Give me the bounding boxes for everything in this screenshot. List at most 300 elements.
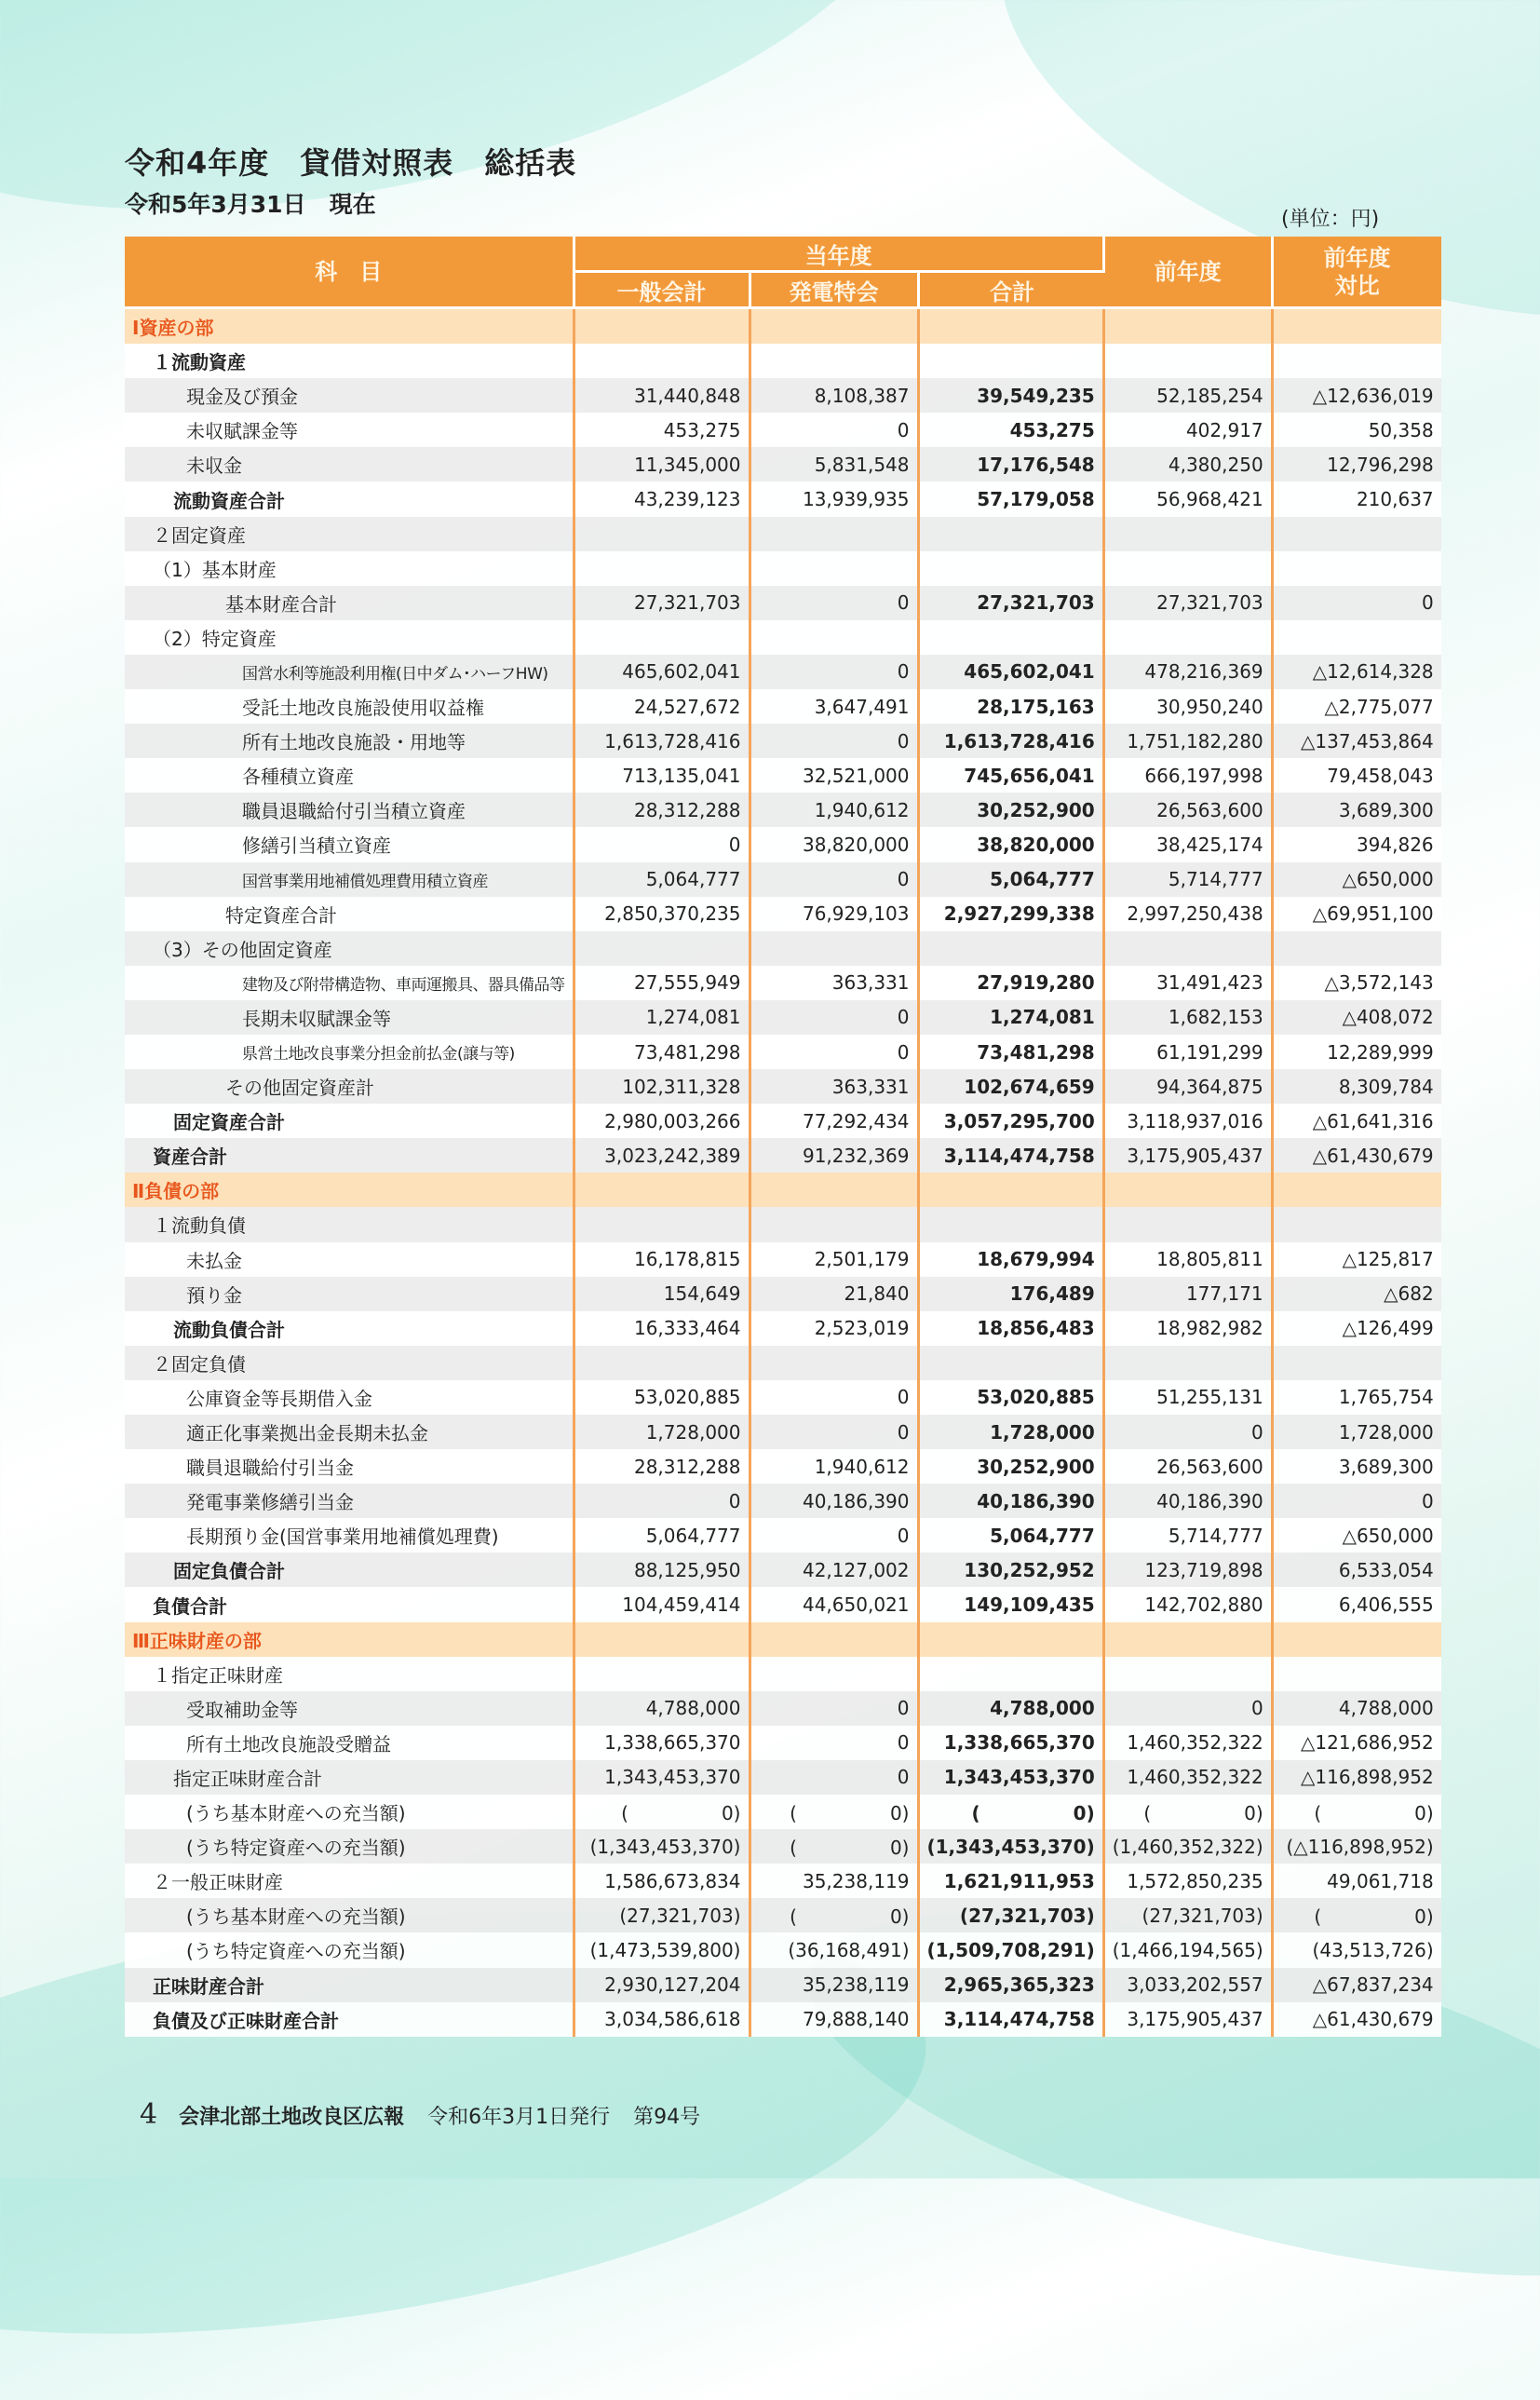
table-row	[125, 1415, 1441, 1449]
row-label: その他固定資産計	[125, 1069, 575, 1104]
header-general: 一般会計	[575, 273, 751, 309]
row-label: （3）その他固定資産	[125, 931, 575, 966]
total-value: 1,613,728,416	[920, 724, 1105, 758]
power-value: 0	[751, 1380, 920, 1415]
general-value: 1,338,665,370	[575, 1726, 751, 1760]
total-value: 102,674,659	[920, 1069, 1105, 1104]
table-row	[125, 1795, 1441, 1829]
general-value	[575, 1622, 751, 1657]
compare-value: △121,686,952	[1274, 1726, 1441, 1760]
table-row	[125, 447, 1441, 481]
general-value: 0	[575, 1484, 751, 1518]
general-value: 4,788,000	[575, 1691, 751, 1726]
power-value: 5,831,548	[751, 447, 920, 481]
header-subject: 科 目	[125, 237, 575, 309]
prev-year-value: 27,321,703	[1105, 586, 1274, 620]
table-row	[125, 1380, 1441, 1415]
total-value	[920, 1207, 1105, 1241]
table-row	[125, 1069, 1441, 1104]
page-subtitle: 令和5年3月31日 現在	[125, 191, 376, 218]
prev-year-value: 18,982,982	[1105, 1311, 1274, 1346]
table-row	[125, 897, 1441, 931]
prev-year-value: 4,380,250	[1105, 447, 1274, 481]
compare-value: △3,572,143	[1274, 966, 1441, 1000]
general-value	[575, 1657, 751, 1691]
compare-value: △2,775,077	[1274, 689, 1441, 724]
table-row	[125, 1864, 1441, 1898]
prev-year-value: (27,321,703)	[1105, 1898, 1274, 1932]
table-row	[125, 1311, 1441, 1346]
total-value: 1,621,911,953	[920, 1864, 1105, 1898]
row-label: 固定資産合計	[125, 1104, 575, 1138]
compare-value	[1274, 931, 1441, 966]
prev-year-value	[1105, 1622, 1274, 1657]
table-row	[125, 655, 1441, 689]
prev-year-value: 666,197,998	[1105, 758, 1274, 793]
total-value: 38,820,000	[920, 827, 1105, 861]
total-value: 73,481,298	[920, 1035, 1105, 1069]
section-row	[125, 309, 1441, 344]
total-value: 30,252,900	[920, 793, 1105, 827]
table-row	[125, 724, 1441, 758]
general-value: 73,481,298	[575, 1035, 751, 1069]
table-row	[125, 2002, 1441, 2037]
general-value: 154,649	[575, 1277, 751, 1311]
total-value: 453,275	[920, 413, 1105, 447]
row-label: 指定正味財産合計	[125, 1760, 575, 1795]
prev-year-value: 402,917	[1105, 413, 1274, 447]
compare-value: △67,837,234	[1274, 1968, 1441, 2002]
general-value: (1,473,539,800)	[575, 1932, 751, 1967]
total-value: 53,020,885	[920, 1380, 1105, 1415]
row-label: 未収賦課金等	[125, 413, 575, 447]
total-value: 1,338,665,370	[920, 1726, 1105, 1760]
prev-year-value: 38,425,174	[1105, 827, 1274, 861]
prev-year-value: 142,702,880	[1105, 1587, 1274, 1621]
total-value: 18,856,483	[920, 1311, 1105, 1346]
compare-value	[1274, 344, 1441, 378]
header-total: 合計	[920, 273, 1105, 309]
row-label: 修繕引当積立資産	[125, 827, 575, 861]
compare-value: △61,641,316	[1274, 1104, 1441, 1138]
row-label: 県営土地改良事業分担金前払金(譲与等)	[125, 1035, 575, 1069]
prev-year-value: 26,563,600	[1105, 793, 1274, 827]
table-row	[125, 1829, 1441, 1864]
prev-year-value: 478,216,369	[1105, 655, 1274, 689]
prev-year-value: 123,719,898	[1105, 1553, 1274, 1587]
row-label: 所有土地改良施設受贈益	[125, 1726, 575, 1760]
prev-year-value: 5,714,777	[1105, 862, 1274, 897]
header-compare: 前年度 対比	[1274, 237, 1441, 309]
prev-year-value: 51,255,131	[1105, 1380, 1274, 1415]
general-value: 28,312,288	[575, 793, 751, 827]
table-row	[125, 1000, 1441, 1035]
total-value: 3,114,474,758	[920, 2002, 1105, 2037]
table-row	[125, 758, 1441, 793]
table-row	[125, 517, 1441, 551]
power-value: 0	[751, 586, 920, 620]
compare-value: 12,796,298	[1274, 447, 1441, 481]
power-value: 1,940,612	[751, 1449, 920, 1484]
total-value	[920, 309, 1105, 344]
compare-value: 4,788,000	[1274, 1691, 1441, 1726]
table-row	[125, 1104, 1441, 1138]
power-value: 363,331	[751, 966, 920, 1000]
power-value: 91,232,369	[751, 1138, 920, 1173]
prev-year-value: 0	[1105, 1691, 1274, 1726]
total-value: 5,064,777	[920, 862, 1105, 897]
compare-value: △682	[1274, 1277, 1441, 1311]
prev-year-value: 5,714,777	[1105, 1518, 1274, 1553]
prev-year-value	[1105, 309, 1274, 344]
compare-value: 3,689,300	[1274, 1449, 1441, 1484]
compare-value: 1,728,000	[1274, 1415, 1441, 1449]
table-row	[125, 966, 1441, 1000]
compare-value: △137,453,864	[1274, 724, 1441, 758]
general-value	[575, 1173, 751, 1207]
total-value: 17,176,548	[920, 447, 1105, 481]
power-value: 363,331	[751, 1069, 920, 1104]
row-label: 流動資産合計	[125, 481, 575, 516]
compare-value	[1274, 620, 1441, 655]
compare-value: (43,513,726)	[1274, 1932, 1441, 1967]
power-value: 0	[751, 1035, 920, 1069]
balance-sheet-table	[125, 237, 1441, 2037]
compare-value	[1274, 551, 1441, 586]
general-value: 53,020,885	[575, 1380, 751, 1415]
power-value: ( 0)	[751, 1795, 920, 1829]
compare-value: △12,636,019	[1274, 378, 1441, 413]
row-label: １流動資産	[125, 344, 575, 378]
power-value: 0	[751, 1691, 920, 1726]
compare-value: △650,000	[1274, 1518, 1441, 1553]
total-value: 2,927,299,338	[920, 897, 1105, 931]
table-row	[125, 1518, 1441, 1553]
compare-value: 8,309,784	[1274, 1069, 1441, 1104]
prev-year-value: 3,033,202,557	[1105, 1968, 1274, 2002]
power-value	[751, 344, 920, 378]
table-row	[125, 1484, 1441, 1518]
table-row	[125, 1346, 1441, 1380]
compare-value: 210,637	[1274, 481, 1441, 516]
table-row	[125, 793, 1441, 827]
compare-value: △650,000	[1274, 862, 1441, 897]
table-row	[125, 1277, 1441, 1311]
general-value	[575, 517, 751, 551]
general-value: 43,239,123	[575, 481, 751, 516]
prev-year-value	[1105, 517, 1274, 551]
power-value: 0	[751, 1000, 920, 1035]
prev-year-value: 2,997,250,438	[1105, 897, 1274, 931]
row-label: 未払金	[125, 1242, 575, 1277]
page-title: 令和4年度 貸借対照表 総括表	[125, 145, 577, 181]
power-value: 0	[751, 724, 920, 758]
table-row	[125, 413, 1441, 447]
compare-value	[1274, 1346, 1441, 1380]
total-value	[920, 1346, 1105, 1380]
general-value: 28,312,288	[575, 1449, 751, 1484]
compare-value: △69,951,100	[1274, 897, 1441, 931]
prev-year-value: 3,175,905,437	[1105, 2002, 1274, 2037]
row-label: 長期預り金(国営事業用地補償処理費)	[125, 1518, 575, 1553]
total-value: 176,489	[920, 1277, 1105, 1311]
row-label: 職員退職給付引当積立資産	[125, 793, 575, 827]
prev-year-value: 18,805,811	[1105, 1242, 1274, 1277]
power-value: 79,888,140	[751, 2002, 920, 2037]
power-value	[751, 1173, 920, 1207]
table-row	[125, 1726, 1441, 1760]
section-label: Ⅱ負債の部	[125, 1173, 575, 1207]
power-value	[751, 931, 920, 966]
prev-year-value: 1,572,850,235	[1105, 1864, 1274, 1898]
total-value	[920, 1622, 1105, 1657]
general-value: 465,602,041	[575, 655, 751, 689]
general-value: 1,613,728,416	[575, 724, 751, 758]
prev-year-value	[1105, 1173, 1274, 1207]
row-label: (うち特定資産への充当額)	[125, 1932, 575, 1967]
power-value	[751, 1346, 920, 1380]
prev-year-value	[1105, 1207, 1274, 1241]
total-value: 465,602,041	[920, 655, 1105, 689]
general-value: (27,321,703)	[575, 1898, 751, 1932]
table-row	[125, 1553, 1441, 1587]
row-label: 所有土地改良施設・用地等	[125, 724, 575, 758]
power-value: 0	[751, 413, 920, 447]
general-value: 2,930,127,204	[575, 1968, 751, 2002]
power-value: 3,647,491	[751, 689, 920, 724]
compare-value: △61,430,679	[1274, 2002, 1441, 2037]
compare-value: 6,533,054	[1274, 1553, 1441, 1587]
table-row	[125, 586, 1441, 620]
compare-value: 12,289,999	[1274, 1035, 1441, 1069]
general-value: 3,034,586,618	[575, 2002, 751, 2037]
page-footer	[140, 2098, 700, 2131]
row-label: 正味財産合計	[125, 1968, 575, 2002]
total-value: 30,252,900	[920, 1449, 1105, 1484]
table-row	[125, 1932, 1441, 1967]
general-value: 16,333,464	[575, 1311, 751, 1346]
row-label: 建物及び附帯構造物、車両運搬具、器具備品等	[125, 966, 575, 1000]
row-label: (うち基本財産への充当額)	[125, 1898, 575, 1932]
compare-value: △12,614,328	[1274, 655, 1441, 689]
general-value: 31,440,848	[575, 378, 751, 413]
power-value: 0	[751, 1415, 920, 1449]
power-value: 2,501,179	[751, 1242, 920, 1277]
table-row	[125, 1657, 1441, 1691]
row-label: ２固定負債	[125, 1346, 575, 1380]
power-value: 0	[751, 1518, 920, 1553]
header-current-year: 当年度	[575, 237, 1105, 273]
row-label: 受託土地改良施設使用収益権	[125, 689, 575, 724]
section-row	[125, 1622, 1441, 1657]
general-value	[575, 309, 751, 344]
table-row	[125, 862, 1441, 897]
general-value: 713,135,041	[575, 758, 751, 793]
general-value: 88,125,950	[575, 1553, 751, 1587]
power-value	[751, 620, 920, 655]
power-value: ( 0)	[751, 1898, 920, 1932]
total-value: 5,064,777	[920, 1518, 1105, 1553]
compare-value	[1274, 1657, 1441, 1691]
prev-year-value: 177,171	[1105, 1277, 1274, 1311]
prev-year-value: 30,950,240	[1105, 689, 1274, 724]
compare-value	[1274, 1622, 1441, 1657]
power-value: ( 0)	[751, 1829, 920, 1864]
general-value	[575, 551, 751, 586]
unit-label: (単位：円)	[1281, 208, 1380, 231]
row-label: 職員退職給付引当金	[125, 1449, 575, 1484]
issue-number: 第94号	[633, 2106, 701, 2129]
power-value: 8,108,387	[751, 378, 920, 413]
power-value: 40,186,390	[751, 1484, 920, 1518]
prev-year-value: 61,191,299	[1105, 1035, 1274, 1069]
general-value	[575, 1346, 751, 1380]
total-value	[920, 1657, 1105, 1691]
page-number: 4	[140, 2098, 158, 2131]
row-label: 基本財産合計	[125, 586, 575, 620]
row-label: 公庫資金等長期借入金	[125, 1380, 575, 1415]
general-value: ( 0)	[575, 1795, 751, 1829]
total-value: 3,114,474,758	[920, 1138, 1105, 1173]
row-label: 未収金	[125, 447, 575, 481]
total-value	[920, 1173, 1105, 1207]
table-body	[125, 309, 1441, 2037]
compare-value	[1274, 1173, 1441, 1207]
total-value: 57,179,058	[920, 481, 1105, 516]
power-value: 38,820,000	[751, 827, 920, 861]
total-value: 28,175,163	[920, 689, 1105, 724]
power-value: 0	[751, 655, 920, 689]
general-value: 453,275	[575, 413, 751, 447]
general-value: 27,555,949	[575, 966, 751, 1000]
row-label: 国営水利等施設利用権(日中ダム･ハーフHW)	[125, 655, 575, 689]
power-value: 35,238,119	[751, 1864, 920, 1898]
total-value: 18,679,994	[920, 1242, 1105, 1277]
row-label: 負債及び正味財産合計	[125, 2002, 575, 2037]
row-label: 受取補助金等	[125, 1691, 575, 1726]
row-label: 資産合計	[125, 1138, 575, 1173]
power-value: 0	[751, 1760, 920, 1795]
header-prev-year: 前年度	[1105, 237, 1274, 309]
compare-value: 50,358	[1274, 413, 1441, 447]
row-label: １流動負債	[125, 1207, 575, 1241]
table-row	[125, 1691, 1441, 1726]
power-value	[751, 1622, 920, 1657]
prev-year-value: 56,968,421	[1105, 481, 1274, 516]
section-label: Ⅲ正味財産の部	[125, 1622, 575, 1657]
total-value: 3,057,295,700	[920, 1104, 1105, 1138]
power-value: 44,650,021	[751, 1587, 920, 1621]
general-value	[575, 344, 751, 378]
prev-year-value	[1105, 1657, 1274, 1691]
general-value: 1,343,453,370	[575, 1760, 751, 1795]
power-value: 2,523,019	[751, 1311, 920, 1346]
table-row	[125, 378, 1441, 413]
compare-value: 49,061,718	[1274, 1864, 1441, 1898]
power-value	[751, 551, 920, 586]
compare-value: 1,765,754	[1274, 1380, 1441, 1415]
compare-value: 394,826	[1274, 827, 1441, 861]
power-value: 42,127,002	[751, 1553, 920, 1587]
general-value: 24,527,672	[575, 689, 751, 724]
prev-year-value: 0	[1105, 1415, 1274, 1449]
row-label: 国営事業用地補償処理費用積立資産	[125, 862, 575, 897]
total-value	[920, 931, 1105, 966]
table-row	[125, 1035, 1441, 1069]
compare-value: 0	[1274, 1484, 1441, 1518]
power-value: 32,521,000	[751, 758, 920, 793]
general-value: (1,343,453,370)	[575, 1829, 751, 1864]
general-value: 104,459,414	[575, 1587, 751, 1621]
prev-year-value: 52,185,254	[1105, 378, 1274, 413]
power-value: 21,840	[751, 1277, 920, 1311]
prev-year-value: (1,460,352,322)	[1105, 1829, 1274, 1864]
prev-year-value: 1,460,352,322	[1105, 1760, 1274, 1795]
prev-year-value	[1105, 931, 1274, 966]
compare-value: 6,406,555	[1274, 1587, 1441, 1621]
section-row	[125, 1173, 1441, 1207]
row-label: (うち特定資産への充当額)	[125, 1829, 575, 1864]
general-value: 11,345,000	[575, 447, 751, 481]
publication-name: 会津北部土地改良区広報	[179, 2106, 405, 2129]
table-row	[125, 1449, 1441, 1484]
table-row	[125, 344, 1441, 378]
table-row	[125, 481, 1441, 516]
section-label: Ⅰ資産の部	[125, 309, 575, 344]
row-label: (うち基本財産への充当額)	[125, 1795, 575, 1829]
prev-year-value: 31,491,423	[1105, 966, 1274, 1000]
row-label: 固定負債合計	[125, 1553, 575, 1587]
total-value	[920, 551, 1105, 586]
table-row	[125, 1898, 1441, 1932]
table-row	[125, 689, 1441, 724]
total-value: 27,321,703	[920, 586, 1105, 620]
general-value: 5,064,777	[575, 1518, 751, 1553]
header-power: 発電特会	[751, 273, 920, 309]
compare-value: △126,499	[1274, 1311, 1441, 1346]
prev-year-value: (1,466,194,565)	[1105, 1932, 1274, 1967]
total-value: (27,321,703)	[920, 1898, 1105, 1932]
row-label: 流動負債合計	[125, 1311, 575, 1346]
prev-year-value: ( 0)	[1105, 1795, 1274, 1829]
total-value	[920, 344, 1105, 378]
prev-year-value: 94,364,875	[1105, 1069, 1274, 1104]
row-label: （1）基本財産	[125, 551, 575, 586]
total-value: 39,549,235	[920, 378, 1105, 413]
table-row	[125, 1587, 1441, 1621]
compare-value: ( 0)	[1274, 1898, 1441, 1932]
general-value	[575, 1207, 751, 1241]
total-value: 40,186,390	[920, 1484, 1105, 1518]
prev-year-value: 1,460,352,322	[1105, 1726, 1274, 1760]
row-label: 長期未収賦課金等	[125, 1000, 575, 1035]
table-row	[125, 827, 1441, 861]
compare-value	[1274, 1207, 1441, 1241]
compare-value: 79,458,043	[1274, 758, 1441, 793]
general-value: 2,980,003,266	[575, 1104, 751, 1138]
row-label: ２固定資産	[125, 517, 575, 551]
compare-value: (△116,898,952)	[1274, 1829, 1441, 1864]
prev-year-value: 1,751,182,280	[1105, 724, 1274, 758]
general-value: 1,728,000	[575, 1415, 751, 1449]
compare-value: 3,689,300	[1274, 793, 1441, 827]
power-value: 76,929,103	[751, 897, 920, 931]
row-label: 預り金	[125, 1277, 575, 1311]
total-value: ( 0)	[920, 1795, 1105, 1829]
power-value: 35,238,119	[751, 1968, 920, 2002]
prev-year-value	[1105, 344, 1274, 378]
general-value: 0	[575, 827, 751, 861]
